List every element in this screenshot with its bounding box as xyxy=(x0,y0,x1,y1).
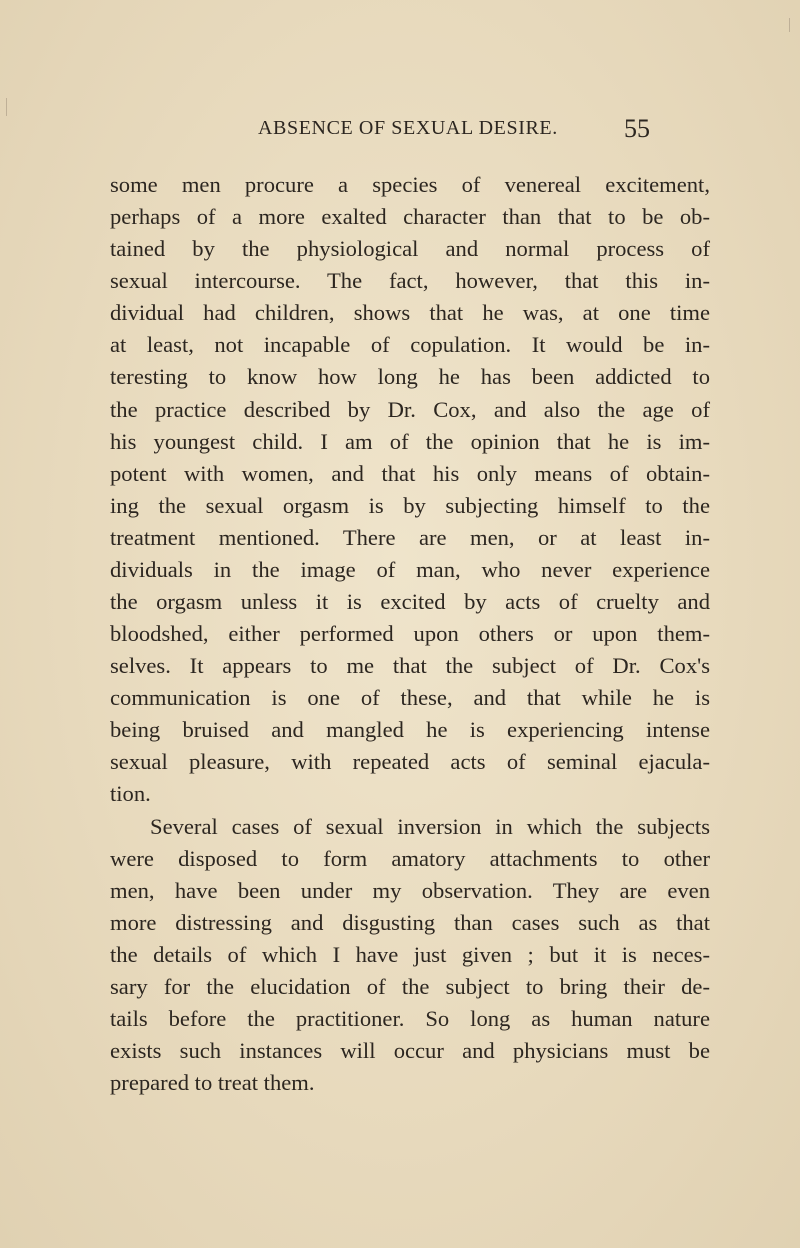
text-line: tion. xyxy=(110,781,151,807)
body-text xyxy=(110,169,710,1099)
paper-speck xyxy=(789,18,790,32)
text-line: bloodshed, either performed upon others or upon them- xyxy=(110,621,710,647)
running-title: ABSENCE OF SEXUAL DESIRE. xyxy=(258,117,558,139)
text-line: the practice described by Dr. Cox, and also the age of xyxy=(110,396,710,422)
text-line: more distressing and disgusting than cases such as that xyxy=(110,909,710,935)
text-line: Several cases of sexual inversion in which the subjects xyxy=(150,813,710,839)
text-line: exists such instances will occur and physicians must be xyxy=(110,1038,710,1064)
text-line: dividual had children, shows that he was, at one time xyxy=(110,300,710,326)
text-line: ing the sexual orgasm is by subjecting himself to the xyxy=(110,492,710,518)
text-line: tails before the practitioner. So long as human nature xyxy=(110,1006,710,1032)
text-line: the details of which I have just given ; but it is neces- xyxy=(110,941,710,967)
text-line: perhaps of a more exalted character than that to be ob- xyxy=(110,204,710,230)
text-line: tained by the physiological and normal process of xyxy=(110,236,710,262)
text-line: the orgasm unless it is excited by acts of cruelty and xyxy=(110,589,710,615)
text-line: sexual intercourse. The fact, however, that this in- xyxy=(110,268,710,294)
running-head xyxy=(258,114,658,147)
text-line: at least, not incapable of copulation. It would be in- xyxy=(110,332,710,358)
text-line: sexual pleasure, with repeated acts of seminal ejacula- xyxy=(110,749,710,775)
text-line: prepared to treat them. xyxy=(110,1070,315,1096)
text-line: potent with women, and that his only means of obtain- xyxy=(110,460,710,486)
text-line: treatment mentioned. There are men, or at least in- xyxy=(110,524,710,550)
text-line: sary for the elucidation of the subject to bring their de- xyxy=(110,973,710,999)
text-line: communication is one of these, and that while he is xyxy=(110,685,710,711)
text-line: selves. It appears to me that the subject of Dr. Cox's xyxy=(110,653,710,679)
text-line: being bruised and mangled he is experiencing intense xyxy=(110,717,710,743)
paper-speck xyxy=(6,98,7,116)
text-line: dividuals in the image of man, who never experience xyxy=(110,556,710,582)
text-line: were disposed to form amatory attachments to other xyxy=(110,845,710,871)
text-line: his youngest child. I am of the opinion that he is im- xyxy=(110,428,710,454)
page-number: 55 xyxy=(624,114,650,143)
text-line: some men procure a species of venereal excitement, xyxy=(110,172,710,197)
text-line: men, have been under my observation. They are even xyxy=(110,877,710,903)
text-line: teresting to know how long he has been addicted to xyxy=(110,364,710,390)
